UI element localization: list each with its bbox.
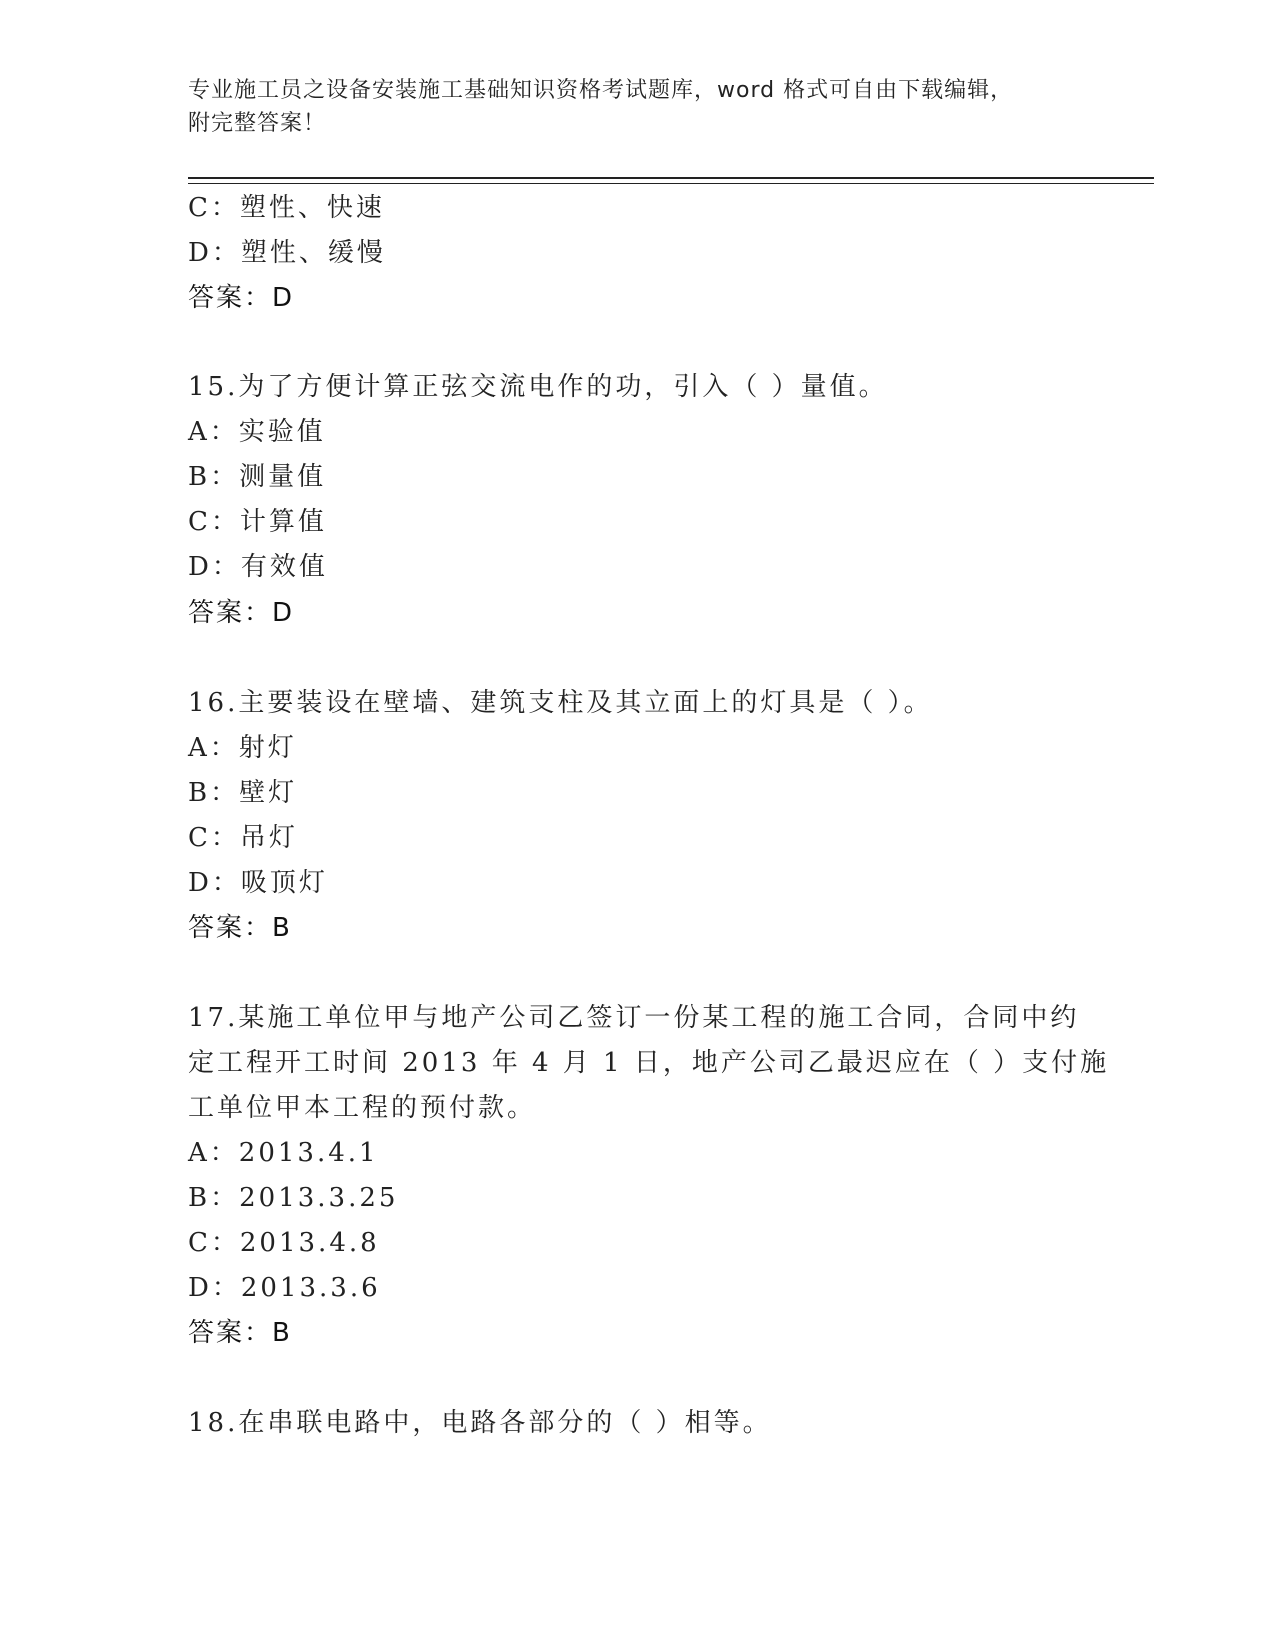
q15-option-d: D：有效值 — [188, 552, 328, 582]
q15-option-a: A：实验值 — [188, 417, 326, 447]
q15-stem: 15.为了方便计算正弦交流电作的功，引入（ ）量值。 — [188, 372, 888, 402]
q15-answer: 答案：D — [188, 598, 295, 628]
header-title-line2: 附完整答案！ — [188, 111, 327, 136]
header-divider-thin — [188, 183, 1154, 184]
q17-option-b: B：2013.3.25 — [188, 1183, 399, 1213]
q17-stem-line2: 定工程开工时间 2013 年 4 月 1 日，地产公司乙最迟应在（ ）支付施 — [188, 1048, 1110, 1078]
q14-option-d: D：塑性、缓慢 — [188, 238, 386, 268]
q17-answer: 答案：B — [188, 1318, 292, 1348]
q14-option-c: C：塑性、快速 — [188, 193, 385, 223]
q14-answer: 答案：D — [188, 283, 295, 313]
q17-option-c: C：2013.4.8 — [188, 1228, 380, 1258]
q15-option-b: B：测量值 — [188, 462, 327, 492]
q17-stem-line3: 工单位甲本工程的预付款。 — [188, 1093, 537, 1123]
header-divider-thick — [188, 177, 1154, 179]
q16-answer: 答案：B — [188, 913, 292, 943]
header-title-line1: 专业施工员之设备安装施工基础知识资格考试题库，word 格式可自由下载编辑， — [188, 78, 1014, 103]
q16-stem: 16.主要装设在壁墙、建筑支柱及其立面上的灯具是（ ）。 — [188, 688, 933, 718]
page-header — [188, 74, 1088, 140]
q17-stem-line1: 17.某施工单位甲与地产公司乙签订一份某工程的施工合同，合同中约 — [188, 1003, 1080, 1033]
q15-option-c: C：计算值 — [188, 507, 327, 537]
q17-option-d: D：2013.3.6 — [188, 1273, 381, 1303]
q16-option-a: A：射灯 — [188, 733, 297, 763]
q16-option-c: C：吊灯 — [188, 823, 298, 853]
q18-stem: 18.在串联电路中，电路各部分的（ ）相等。 — [188, 1408, 772, 1438]
q16-option-b: B：壁灯 — [188, 778, 298, 808]
q16-option-d: D：吸顶灯 — [188, 868, 328, 898]
q17-option-a: A：2013.4.1 — [188, 1138, 379, 1168]
